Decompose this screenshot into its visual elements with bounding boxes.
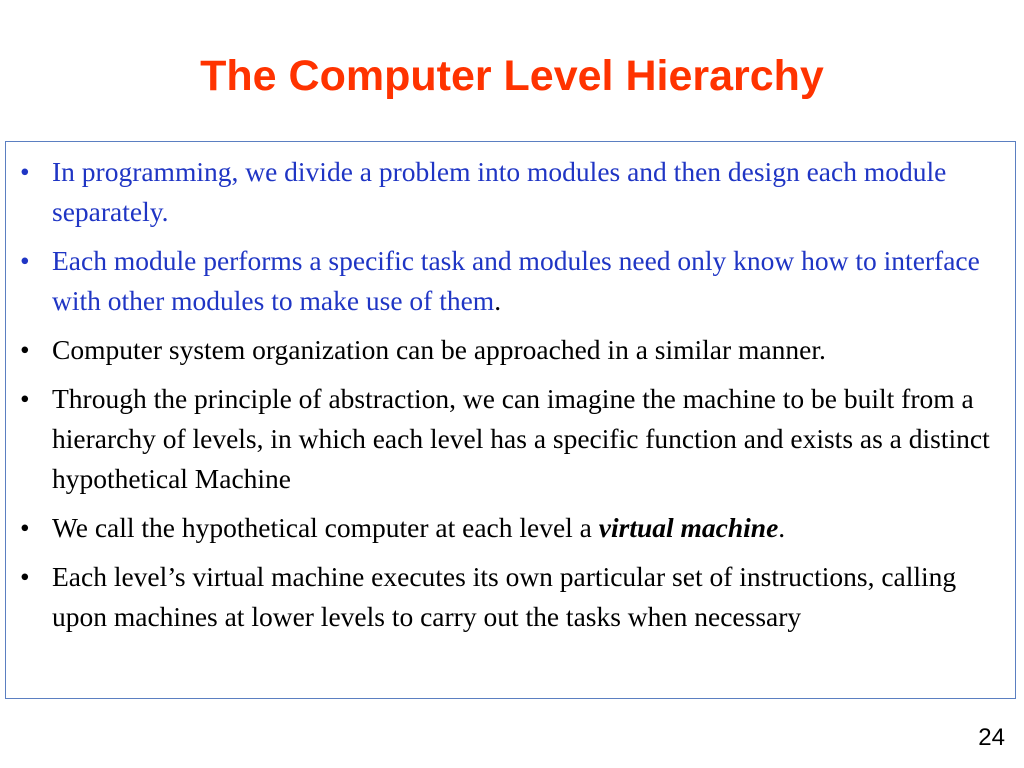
bullet-item <box>20 557 1009 637</box>
bullet-item <box>20 508 1009 548</box>
bullet-trailing-period: . <box>778 512 786 543</box>
bullet-item <box>20 379 1009 499</box>
bullet-text: Each level’s virtual machine executes its own particular set of instructions, calling upon machines at lower levels to carry out the tasks when necessary <box>52 561 957 632</box>
bullet-trailing-period: . <box>494 285 502 316</box>
bullet-item <box>20 241 1009 321</box>
content-box <box>5 141 1016 699</box>
bullet-icon: • <box>20 512 30 543</box>
bullet-text: Computer system organization can be approached in a similar manner. <box>52 334 826 365</box>
bullet-text: Each module performs a specific task and modules need only know how to interface with other modules to make use of them <box>52 245 980 316</box>
bullet-text: In programming, we divide a problem into modules and then design each module separately. <box>52 156 947 227</box>
bullet-icon: • <box>20 245 30 276</box>
bullet-icon: • <box>20 561 30 592</box>
bullet-icon: • <box>20 156 30 187</box>
bullet-icon: • <box>20 334 30 365</box>
slide-title: The Computer Level Hierarchy <box>200 52 824 100</box>
bullet-item <box>20 152 1009 232</box>
virtual-machine-term: virtual machine <box>598 512 779 543</box>
bullet-icon: • <box>20 383 30 414</box>
bullet-list <box>20 152 1009 646</box>
page-number: 24 <box>978 724 1005 751</box>
bullet-text: Through the principle of abstraction, we can imagine the machine to be built from a hierarchy of levels, in which each level has a specific function and exists as a distinct hypothetical Machine <box>52 383 990 494</box>
bullet-text: We call the hypothetical computer at each level a <box>52 512 599 543</box>
bullet-item <box>20 330 1009 370</box>
